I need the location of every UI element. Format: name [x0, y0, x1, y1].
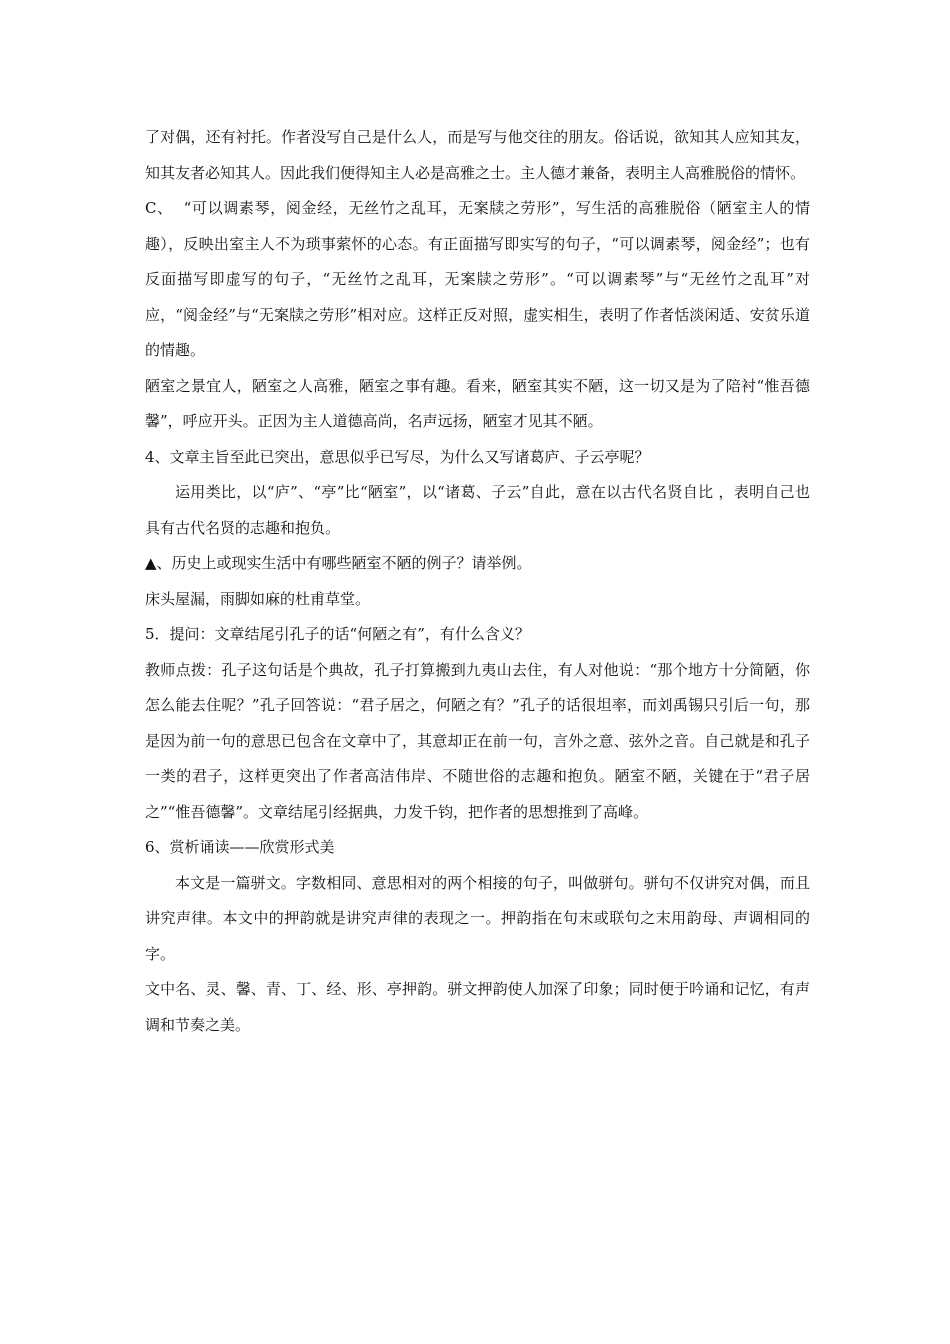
document-page — [145, 120, 810, 1043]
answer-examples: 床头屋漏，雨脚如麻的杜甫草堂。 — [145, 589, 371, 608]
parallel-prose-explanation: 本文是一篇骈文。字数相同、意思相对的两个相接的句子，叫做骈句。骈句不仅讲究对偶，而且讲究声律。本文中的押韵就是讲究声律的表现之一。押韵指在句末或联句之末用韵母、声调相同的字。 — [145, 873, 810, 963]
rhyme-explanation: 文中名、灵、馨、青、丁、经、形、亭押韵。骈文押韵使人加深了印象；同时便于吟诵和记忆，有声调和节奏之美。 — [145, 980, 810, 1034]
question-examples: ▲、历史上或现实生活中有哪些陋室不陋的例子？请举例。 — [145, 554, 532, 572]
paragraph-contrast-note: 了对偶，还有衬托。作者没写自己是什么人，而是写与他交往的朋友。俗话说，欲知其人应知其友，知其友者必知其人。因此我们便得知主人必是高雅之士。主人德才兼备，表明主人高雅脱俗的情怀。 — [145, 128, 810, 182]
answer-4: 运用类比，以“庐”、“亭”比“陋室”，以“诸葛、子云”自此，意在以古代名贤自比 ，表明自己也具有古代名贤的志趣和抱负。 — [145, 483, 810, 537]
section-6-heading: 6、赏析诵读——欣赏形式美 — [145, 838, 335, 856]
paragraph-summary: 陋室之景宜人，陋室之人高雅，陋室之事有趣。看来，陋室其实不陋，这一切又是为了陪衬“惟吾德馨”，呼应开头。正因为主人道德高尚，名声远扬，陋室才见其不陋。 — [145, 376, 810, 430]
question-4: 4、文章主旨至此已突出，意思似乎已写尽，为什么又写诸葛庐、子云亭呢？ — [145, 447, 650, 466]
teacher-guidance: 教师点拨：孔子这句话是个典故，孔子打算搬到九夷山去住，有人对他说：“那个地方十分简陋，你怎么能去住呢？”孔子回答说：“君子居之，何陋之有？”孔子的话很坦率，而刘禹锡只引后一句，那是因为前一句的意思已包含在文章中了，其意却正在前一句，言外之意、弦外之音。自己就是和孔子一类的君子，这样更突出了作者高洁伟岸、不随世俗的志趣和抱负。陋室不陋，关键在于“君子居之”“惟吾德馨”。文章结尾引经据典，力发千钧，把作者的思想推到了高峰。 — [145, 660, 810, 821]
question-5: 5．提问：文章结尾引孔子的话“何陋之有”，有什么含义？ — [145, 625, 530, 643]
paragraph-point-c: C、 “可以调素琴，阅金经，无丝竹之乱耳，无案牍之劳形”，写生活的高雅脱俗（陋室主人的情趣），反映出室主人不为琐事萦怀的心态。有正面描写即实写的句子，“可以调素琴，阅金经”；也有反面描写即虚写的句子，“无丝竹之乱耳，无案牍之劳形”。“可以调素琴”与“无丝竹之乱耳”对应，“阅金经”与“无案牍之劳形”相对应。这样正反对照，虚实相生，表明了作者恬淡闲适、安贫乐道的情趣。 — [145, 199, 810, 359]
